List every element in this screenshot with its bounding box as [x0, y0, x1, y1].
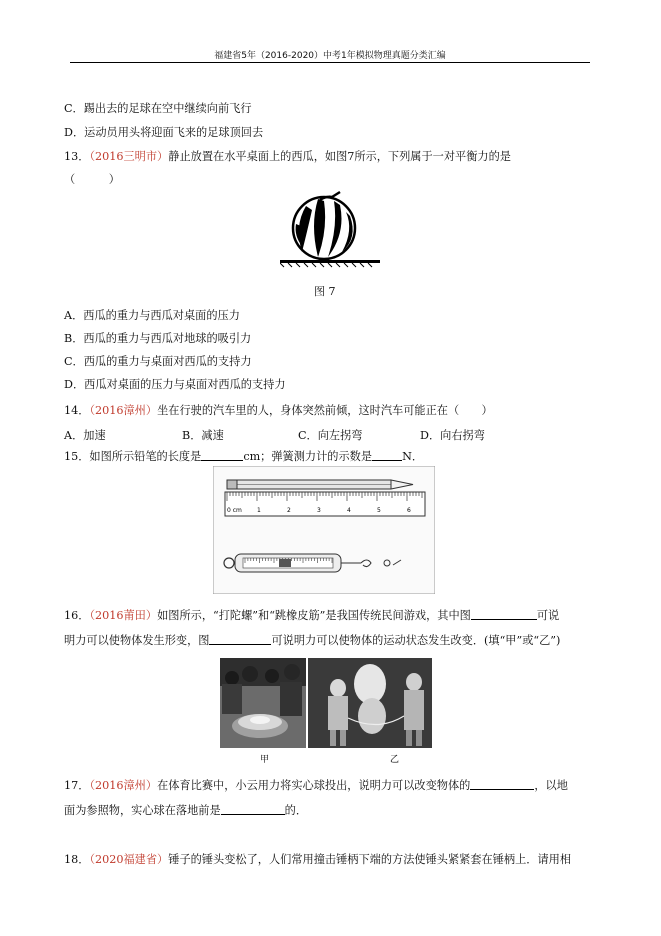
q16-blank-2[interactable]: [209, 634, 271, 645]
q12-option-c: C．踢出去的足球在空中继续向前飞行: [64, 102, 252, 115]
q18-text: 锤子的锤头变松了，人们常用撞击锤柄下端的方法使锤头紧紧套在锤柄上．请用相: [168, 853, 572, 866]
watermelon-figure: [280, 190, 380, 272]
q15-blank-force[interactable]: [372, 450, 402, 461]
q13-option-b: B．西瓜的重力与西瓜对地球的吸引力: [64, 332, 252, 345]
q13-source: （2016三明市）: [89, 150, 169, 163]
q13-figure-caption: 图 7: [314, 285, 336, 298]
q14-option-b: B．减速: [182, 429, 224, 442]
page-header: 福建省5年（2016-2020）中考1年模拟物理真题分类汇编: [214, 51, 446, 61]
q17-line-1: [64, 777, 568, 793]
q14-option-d: D．向右拐弯: [420, 429, 485, 442]
q14-number: 14．: [64, 404, 90, 417]
q18-stem: [64, 851, 571, 867]
ruler-label-2: 2: [287, 507, 291, 514]
q16-photos-figure: [220, 658, 442, 766]
q14-stem: [64, 402, 493, 418]
header-rule: [70, 62, 590, 63]
photo-jia: [220, 658, 306, 748]
label-yi: 乙: [390, 755, 400, 765]
q17-text-2b: 的．: [284, 804, 308, 817]
q14-source: （2016漳州）: [89, 404, 158, 417]
q15-text-3: N．: [402, 450, 424, 463]
q12-option-d: D．运动员用头将迎面飞来的足球顶回去: [64, 126, 264, 139]
q17-text-1b: ，以地: [534, 779, 568, 792]
ruler-label-6: 6: [407, 507, 411, 514]
ruler-label-3: 3: [317, 507, 321, 514]
q16-text-1b: 可说: [536, 609, 560, 622]
q17-text-1a: 在体育比赛中，小云用力将实心球投出，说明力可以改变物体的: [157, 779, 471, 792]
q17-text-2a: 面为参照物，实心球在落地前是: [64, 804, 221, 817]
q17-blank-1[interactable]: [470, 779, 534, 790]
photo-yi: [308, 658, 432, 748]
q13-option-a: A．西瓜的重力与西瓜对桌面的压力: [64, 309, 240, 322]
q13-stem: [64, 148, 511, 164]
q16-source: （2016莆田）: [89, 609, 158, 622]
q14-options: [64, 427, 584, 443]
q16-line-2: [64, 632, 560, 648]
ruler-label-4: 4: [347, 507, 351, 514]
ruler-label-5: 5: [377, 507, 381, 514]
ruler-label-1: 1: [257, 507, 261, 514]
q15-text-2: cm；弹簧测力计的示数是: [243, 450, 373, 463]
label-jia: 甲: [260, 755, 270, 765]
q15-blank-length[interactable]: [201, 450, 243, 461]
q13-option-d: D．西瓜对桌面的压力与桌面对西瓜的支持力: [64, 378, 286, 391]
q15-text-1: 15．如图所示铅笔的长度是: [64, 450, 202, 463]
q14-text: 坐在行驶的汽车里的人，身体突然前倾，这时汽车可能正在（ ）: [157, 404, 493, 417]
q15-stem: [64, 448, 423, 464]
q17-number: 17．: [64, 779, 90, 792]
pencil-ruler-spring-scale-figure: [213, 466, 435, 594]
q14-option-a: A．加速: [64, 429, 106, 442]
q16-blank-1[interactable]: [471, 609, 537, 620]
q17-blank-2[interactable]: [221, 804, 285, 815]
q16-line-1: [64, 607, 559, 623]
q13-answer-paren: （ ）: [64, 173, 120, 186]
q18-number: 18．: [64, 853, 90, 866]
ruler-label-0: 0 cm: [227, 507, 242, 514]
q17-source: （2016漳州）: [89, 779, 158, 792]
q18-source: （2020福建省）: [89, 853, 169, 866]
q14-option-c: C．向左拐弯: [298, 429, 363, 442]
q16-text-1a: 如图所示，“打陀螺”和“跳橡皮筋”是我国传统民间游戏，其中图: [157, 609, 471, 622]
q16-text-2a: 明力可以使物体发生形变，图: [64, 634, 210, 647]
q16-number: 16．: [64, 609, 90, 622]
pencil-icon: [227, 480, 413, 489]
q13-text: 静止放置在水平桌面上的西瓜，如图7所示，下列属于一对平衡力的是: [168, 150, 511, 163]
q16-text-2b: 可说明力可以使物体的运动状态发生改变．(填“甲”或“乙”): [271, 634, 561, 647]
q17-line-2: [64, 802, 307, 818]
q13-option-c: C．西瓜的重力与桌面对西瓜的支持力: [64, 355, 252, 368]
q13-number: 13．: [64, 150, 90, 163]
